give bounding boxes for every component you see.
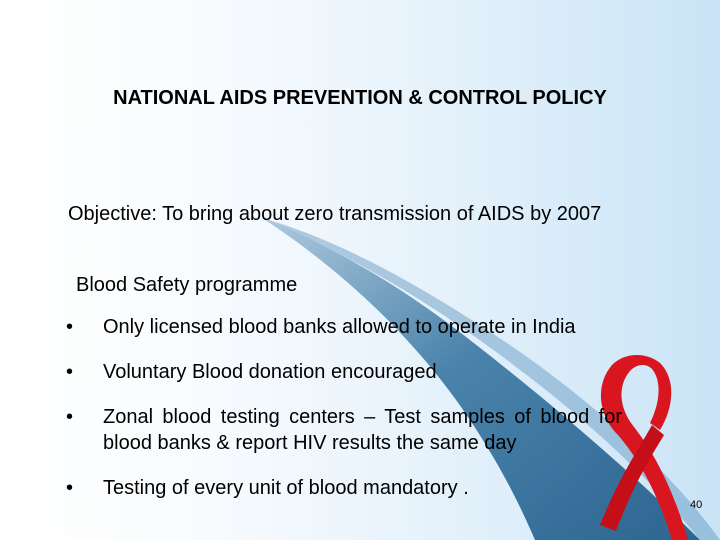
slide-title: NATIONAL AIDS PREVENTION & CONTROL POLICY [113, 87, 607, 109]
bullet-marker: • [66, 406, 74, 428]
bullet-text: Zonal blood testing centers – Test samples of blood for blood banks & report HIV results the same day [103, 406, 622, 454]
subheading: Blood Safety programme [76, 274, 298, 296]
bullet-text: Only licensed blood banks allowed to operate in India [103, 316, 576, 338]
bullet-text: Voluntary Blood donation encouraged [103, 361, 437, 383]
bullet-marker: • [66, 316, 74, 338]
bullet-text: Testing of every unit of blood mandatory . [103, 477, 469, 499]
bullet-marker: • [66, 361, 74, 383]
bullet-list [60, 314, 622, 520]
bullet-item [60, 475, 622, 501]
page-number: 40 [690, 499, 703, 511]
bullet-marker: • [66, 477, 74, 499]
objective-text: Objective: To bring about zero transmission of AIDS by 2007 [68, 203, 602, 225]
bullet-item [60, 404, 622, 456]
bullet-item [60, 314, 622, 340]
bullet-item [60, 359, 622, 385]
